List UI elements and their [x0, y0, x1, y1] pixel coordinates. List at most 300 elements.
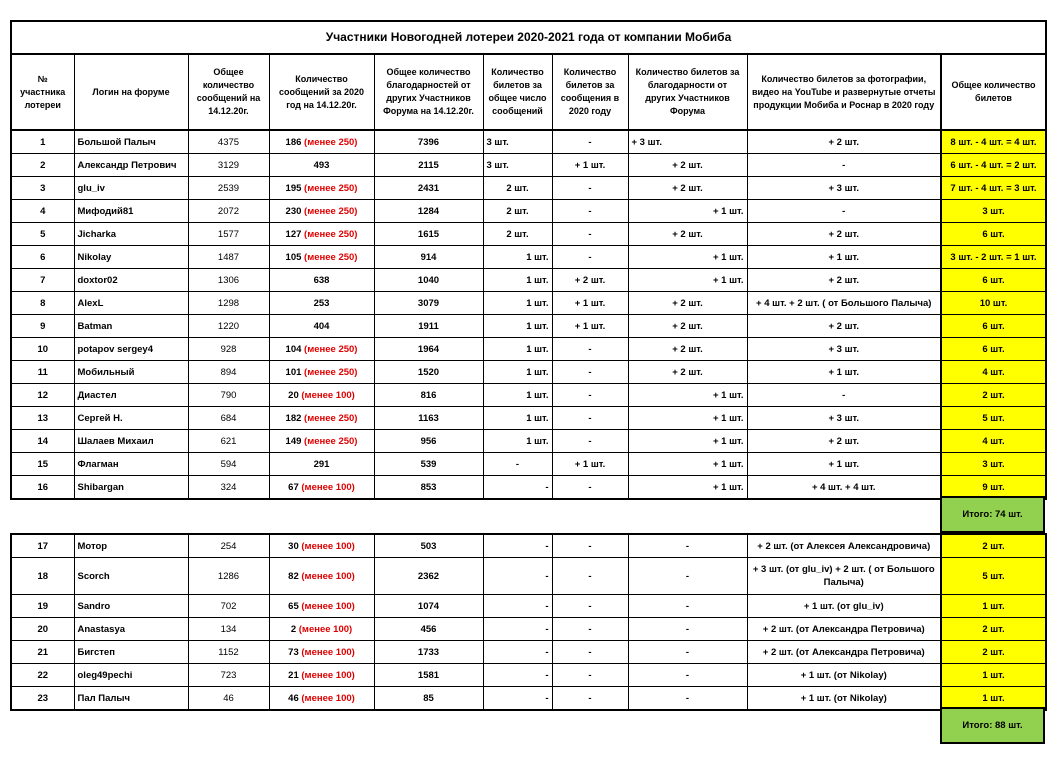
participant-number: 10 — [11, 338, 74, 361]
tickets-total-messages: - — [483, 476, 552, 500]
header-total-messages: Общее количество сообщений на 14.12.20г. — [188, 54, 269, 130]
tickets-total-messages: 1 шт. — [483, 315, 552, 338]
tickets-media: + 2 шт. — [747, 315, 941, 338]
tickets-2020: - — [552, 361, 628, 384]
tickets-media: + 3 шт. — [747, 177, 941, 200]
participant-login: Shibargan — [74, 476, 188, 500]
header-tickets-total-messages: Количество билетов за общее число сообщений — [483, 54, 552, 130]
table-row — [11, 269, 1046, 292]
tickets-sum: 6 шт. — [941, 269, 1046, 292]
tickets-2020: - — [552, 223, 628, 246]
participant-number: 20 — [11, 618, 74, 641]
total-messages: 894 — [188, 361, 269, 384]
participant-login: Sandro — [74, 595, 188, 618]
total-messages: 324 — [188, 476, 269, 500]
tickets-total-messages: 1 шт. — [483, 384, 552, 407]
subtotal-group2: Итого: 88 шт. — [940, 707, 1045, 744]
tickets-thanks: + 3 шт. — [628, 130, 747, 154]
warning-note: (менее 100) — [301, 692, 355, 704]
thanks-count: 1964 — [374, 338, 483, 361]
messages-2020 — [269, 292, 374, 315]
tickets-sum: 8 шт. - 4 шт. = 4 шт. — [941, 130, 1046, 154]
tickets-2020: - — [552, 595, 628, 618]
thanks-count: 914 — [374, 246, 483, 269]
total-messages: 1306 — [188, 269, 269, 292]
tickets-sum: 4 шт. — [941, 361, 1046, 384]
messages-2020-value: 2 — [290, 623, 297, 635]
tickets-sum: 2 шт. — [941, 618, 1046, 641]
header-login: Логин на форуме — [74, 54, 188, 130]
tickets-2020: - — [552, 177, 628, 200]
tickets-sum: 1 шт. — [941, 687, 1046, 711]
tickets-2020: + 2 шт. — [552, 269, 628, 292]
thanks-count: 1615 — [374, 223, 483, 246]
thanks-count: 2431 — [374, 177, 483, 200]
tickets-media: + 1 шт. (от glu_iv) — [747, 595, 941, 618]
participants-table-extra — [10, 533, 1047, 711]
total-messages: 928 — [188, 338, 269, 361]
participant-number: 22 — [11, 664, 74, 687]
table-row — [11, 200, 1046, 223]
messages-2020-value: 186 — [285, 136, 302, 148]
messages-2020-value: 67 — [288, 481, 299, 493]
thanks-count: 2115 — [374, 154, 483, 177]
messages-2020 — [269, 430, 374, 453]
tickets-total-messages: - — [483, 687, 552, 711]
total-messages: 2072 — [188, 200, 269, 223]
tickets-media: + 1 шт. — [747, 361, 941, 384]
tickets-total-messages: - — [483, 453, 552, 476]
messages-2020-value: 291 — [313, 458, 330, 470]
tickets-2020: + 1 шт. — [552, 315, 628, 338]
tickets-sum: 3 шт. — [941, 200, 1046, 223]
thanks-count: 7396 — [374, 130, 483, 154]
tickets-thanks: + 1 шт. — [628, 246, 747, 269]
tickets-media: + 2 шт. (от Александра Петровича) — [747, 641, 941, 664]
tickets-thanks: + 1 шт. — [628, 269, 747, 292]
messages-2020-value: 46 — [288, 692, 299, 704]
messages-2020 — [269, 664, 374, 687]
tickets-sum: 10 шт. — [941, 292, 1046, 315]
tickets-media: + 1 шт. — [747, 246, 941, 269]
tickets-total-messages: 3 шт. — [483, 130, 552, 154]
tickets-media: + 2 шт. — [747, 130, 941, 154]
table-row — [11, 361, 1046, 384]
tickets-total-messages: 1 шт. — [483, 407, 552, 430]
tickets-media: + 4 шт. + 4 шт. — [747, 476, 941, 500]
tickets-total-messages: - — [483, 558, 552, 595]
messages-2020-value: 230 — [285, 205, 302, 217]
messages-2020 — [269, 453, 374, 476]
warning-note: (менее 250) — [304, 228, 358, 240]
messages-2020-value: 182 — [285, 412, 302, 424]
messages-2020-value: 104 — [285, 343, 302, 355]
tickets-thanks: - — [628, 641, 747, 664]
tickets-2020: - — [552, 246, 628, 269]
header-tickets-sum: Общее количество билетов — [941, 54, 1046, 130]
messages-2020-value: 20 — [288, 389, 299, 401]
tickets-media: + 3 шт. — [747, 338, 941, 361]
messages-2020-value: 101 — [285, 366, 302, 378]
subtotal-group1: Итого: 74 шт. — [940, 496, 1045, 533]
tickets-2020: - — [552, 641, 628, 664]
messages-2020-value: 127 — [285, 228, 302, 240]
tickets-thanks: + 2 шт. — [628, 315, 747, 338]
participant-login: Большой Палыч — [74, 130, 188, 154]
tickets-sum: 5 шт. — [941, 407, 1046, 430]
warning-note: (менее 250) — [304, 182, 358, 194]
tickets-sum: 1 шт. — [941, 595, 1046, 618]
messages-2020 — [269, 558, 374, 595]
tickets-thanks: + 2 шт. — [628, 338, 747, 361]
messages-2020 — [269, 269, 374, 292]
messages-2020-value: 404 — [313, 320, 330, 332]
tickets-media: + 1 шт. (от Nikolay) — [747, 687, 941, 711]
thanks-count: 85 — [374, 687, 483, 711]
total-messages: 1286 — [188, 558, 269, 595]
tickets-thanks: + 2 шт. — [628, 223, 747, 246]
participant-login: Флагман — [74, 453, 188, 476]
total-messages: 254 — [188, 534, 269, 558]
tickets-thanks: + 1 шт. — [628, 384, 747, 407]
tickets-total-messages: - — [483, 618, 552, 641]
warning-note: (менее 100) — [301, 540, 355, 552]
tickets-total-messages: 2 шт. — [483, 177, 552, 200]
messages-2020-value: 638 — [313, 274, 330, 286]
tickets-sum: 9 шт. — [941, 476, 1046, 500]
tickets-thanks: - — [628, 687, 747, 711]
messages-2020 — [269, 223, 374, 246]
header-messages-2020: Количество сообщений за 2020 год на 14.12.20г. — [269, 54, 374, 130]
tickets-total-messages: - — [483, 641, 552, 664]
messages-2020-value: 82 — [288, 570, 299, 582]
participant-number: 17 — [11, 534, 74, 558]
header-thanks: Общее количество благодарностей от других Участников Форума на 14.12.20г. — [374, 54, 483, 130]
table-row — [11, 338, 1046, 361]
tickets-thanks: + 1 шт. — [628, 430, 747, 453]
warning-note: (менее 100) — [301, 389, 355, 401]
participant-number: 15 — [11, 453, 74, 476]
participant-login: Пал Палыч — [74, 687, 188, 711]
messages-2020 — [269, 361, 374, 384]
tickets-sum: 2 шт. — [941, 641, 1046, 664]
participant-number: 12 — [11, 384, 74, 407]
participant-login: AlexL — [74, 292, 188, 315]
tickets-2020: - — [552, 407, 628, 430]
thanks-count: 1911 — [374, 315, 483, 338]
thanks-count: 503 — [374, 534, 483, 558]
tickets-thanks: + 1 шт. — [628, 200, 747, 223]
messages-2020-value: 21 — [288, 669, 299, 681]
tickets-thanks: + 2 шт. — [628, 154, 747, 177]
warning-note: (менее 100) — [301, 481, 355, 493]
participant-number: 2 — [11, 154, 74, 177]
participant-login: Мотор — [74, 534, 188, 558]
tickets-sum: 3 шт. - 2 шт. = 1 шт. — [941, 246, 1046, 269]
thanks-count: 1581 — [374, 664, 483, 687]
warning-note: (менее 100) — [301, 646, 355, 658]
tickets-thanks: + 1 шт. — [628, 476, 747, 500]
tickets-sum: 6 шт. - 4 шт. = 2 шт. — [941, 154, 1046, 177]
participant-login: potapov sergey4 — [74, 338, 188, 361]
messages-2020 — [269, 177, 374, 200]
messages-2020-value: 493 — [313, 159, 330, 171]
thanks-count: 816 — [374, 384, 483, 407]
tickets-total-messages: 2 шт. — [483, 200, 552, 223]
tickets-total-messages: 1 шт. — [483, 246, 552, 269]
total-messages: 594 — [188, 453, 269, 476]
table-row — [11, 476, 1046, 500]
tickets-media: + 2 шт. (от Александра Петровича) — [747, 618, 941, 641]
tickets-total-messages: 1 шт. — [483, 269, 552, 292]
tickets-sum: 6 шт. — [941, 315, 1046, 338]
tickets-2020: - — [552, 430, 628, 453]
messages-2020 — [269, 534, 374, 558]
thanks-count: 2362 — [374, 558, 483, 595]
messages-2020 — [269, 687, 374, 711]
messages-2020 — [269, 595, 374, 618]
warning-note: (менее 100) — [301, 600, 355, 612]
tickets-2020: + 1 шт. — [552, 154, 628, 177]
total-messages: 4375 — [188, 130, 269, 154]
messages-2020 — [269, 315, 374, 338]
table-row — [11, 595, 1046, 618]
tickets-2020: - — [552, 384, 628, 407]
tickets-thanks: - — [628, 558, 747, 595]
warning-note: (менее 100) — [298, 623, 353, 635]
messages-2020-value: 30 — [288, 540, 299, 552]
total-messages: 134 — [188, 618, 269, 641]
participant-login: Nikolay — [74, 246, 188, 269]
participant-login: Шалаев Михаил — [74, 430, 188, 453]
warning-note: (менее 250) — [304, 343, 358, 355]
table-row — [11, 618, 1046, 641]
tickets-total-messages: 3 шт. — [483, 154, 552, 177]
header-row — [11, 54, 1046, 130]
participant-number: 21 — [11, 641, 74, 664]
participant-login: Anastasya — [74, 618, 188, 641]
thanks-count: 456 — [374, 618, 483, 641]
total-messages: 702 — [188, 595, 269, 618]
participant-login: Scorch — [74, 558, 188, 595]
thanks-count: 539 — [374, 453, 483, 476]
table-row — [11, 384, 1046, 407]
tickets-media: + 4 шт. + 2 шт. ( от Большого Палыча) — [747, 292, 941, 315]
participant-number: 14 — [11, 430, 74, 453]
table-row — [11, 430, 1046, 453]
participant-number: 23 — [11, 687, 74, 711]
tickets-2020: + 1 шт. — [552, 453, 628, 476]
tickets-media: - — [747, 154, 941, 177]
tickets-thanks: + 2 шт. — [628, 292, 747, 315]
participant-number: 13 — [11, 407, 74, 430]
table-row — [11, 292, 1046, 315]
tickets-thanks: + 1 шт. — [628, 453, 747, 476]
warning-note: (менее 100) — [301, 669, 355, 681]
messages-2020 — [269, 200, 374, 223]
total-messages: 1487 — [188, 246, 269, 269]
total-messages: 3129 — [188, 154, 269, 177]
total-messages: 684 — [188, 407, 269, 430]
tickets-total-messages: - — [483, 534, 552, 558]
table-row — [11, 154, 1046, 177]
participants-table-main — [10, 20, 1047, 500]
tickets-media: + 3 шт. — [747, 407, 941, 430]
tickets-2020: - — [552, 338, 628, 361]
tickets-total-messages: 1 шт. — [483, 361, 552, 384]
warning-note: (менее 250) — [304, 412, 358, 424]
thanks-count: 853 — [374, 476, 483, 500]
tickets-total-messages: - — [483, 664, 552, 687]
table-row — [11, 407, 1046, 430]
messages-2020-value: 65 — [288, 600, 299, 612]
header-tickets-thanks: Количество билетов за благодарности от других Участников Форума — [628, 54, 747, 130]
thanks-count: 1733 — [374, 641, 483, 664]
participant-number: 18 — [11, 558, 74, 595]
table-row — [11, 664, 1046, 687]
messages-2020 — [269, 641, 374, 664]
participant-number: 1 — [11, 130, 74, 154]
thanks-count: 1284 — [374, 200, 483, 223]
participant-login: Александр Петрович — [74, 154, 188, 177]
total-messages: 1577 — [188, 223, 269, 246]
messages-2020-value: 105 — [285, 251, 302, 263]
messages-2020 — [269, 384, 374, 407]
warning-note: (менее 250) — [304, 251, 358, 263]
messages-2020 — [269, 130, 374, 154]
total-messages: 790 — [188, 384, 269, 407]
table-row — [11, 534, 1046, 558]
messages-2020 — [269, 338, 374, 361]
participant-number: 8 — [11, 292, 74, 315]
thanks-count: 1074 — [374, 595, 483, 618]
participant-login: Мифодий81 — [74, 200, 188, 223]
tickets-sum: 6 шт. — [941, 223, 1046, 246]
tickets-2020: - — [552, 534, 628, 558]
participant-login: Jicharka — [74, 223, 188, 246]
tickets-thanks: - — [628, 664, 747, 687]
participant-login: Batman — [74, 315, 188, 338]
tickets-media: + 2 шт. (от Алексея Александровича) — [747, 534, 941, 558]
total-messages: 723 — [188, 664, 269, 687]
total-messages: 1152 — [188, 641, 269, 664]
tickets-media: + 1 шт. (от Nikolay) — [747, 664, 941, 687]
tickets-2020: - — [552, 664, 628, 687]
tickets-thanks: + 2 шт. — [628, 361, 747, 384]
participant-number: 11 — [11, 361, 74, 384]
tickets-total-messages: 1 шт. — [483, 338, 552, 361]
tickets-media: + 2 шт. — [747, 223, 941, 246]
thanks-count: 1520 — [374, 361, 483, 384]
messages-2020 — [269, 476, 374, 500]
tickets-2020: + 1 шт. — [552, 292, 628, 315]
participant-number: 9 — [11, 315, 74, 338]
tickets-thanks: + 1 шт. — [628, 407, 747, 430]
table-row — [11, 246, 1046, 269]
thanks-count: 3079 — [374, 292, 483, 315]
messages-2020 — [269, 407, 374, 430]
tickets-sum: 2 шт. — [941, 384, 1046, 407]
header-tickets-2020: Количество билетов за сообщения в 2020 году — [552, 54, 628, 130]
table-row — [11, 315, 1046, 338]
table-row — [11, 687, 1046, 711]
tickets-media: + 1 шт. — [747, 453, 941, 476]
total-messages: 621 — [188, 430, 269, 453]
total-messages: 1220 — [188, 315, 269, 338]
messages-2020 — [269, 618, 374, 641]
tickets-total-messages: - — [483, 595, 552, 618]
tickets-sum: 2 шт. — [941, 534, 1046, 558]
tickets-sum: 4 шт. — [941, 430, 1046, 453]
header-number: № участника лотереи — [11, 54, 74, 130]
warning-note: (менее 250) — [304, 435, 358, 447]
thanks-count: 1163 — [374, 407, 483, 430]
tickets-total-messages: 2 шт. — [483, 223, 552, 246]
table-row — [11, 558, 1046, 595]
messages-2020 — [269, 154, 374, 177]
tickets-2020: - — [552, 476, 628, 500]
messages-2020-value: 73 — [288, 646, 299, 658]
messages-2020-value: 195 — [285, 182, 302, 194]
table-row — [11, 130, 1046, 154]
tickets-2020: - — [552, 558, 628, 595]
participant-number: 7 — [11, 269, 74, 292]
header-tickets-media: Количество билетов за фотографии, видео на YouTube и развернутые отчеты продукции Мобиба и Роснар в 2020 году — [747, 54, 941, 130]
tickets-media: - — [747, 384, 941, 407]
tickets-sum: 1 шт. — [941, 664, 1046, 687]
participant-number: 4 — [11, 200, 74, 223]
tickets-2020: - — [552, 130, 628, 154]
participant-login: glu_iv — [74, 177, 188, 200]
tickets-sum: 5 шт. — [941, 558, 1046, 595]
table-row — [11, 177, 1046, 200]
tickets-media: + 2 шт. — [747, 430, 941, 453]
participant-login: oleg49pechi — [74, 664, 188, 687]
table-row — [11, 223, 1046, 246]
messages-2020-value: 253 — [313, 297, 330, 309]
participant-login: Бигстеп — [74, 641, 188, 664]
total-messages: 46 — [188, 687, 269, 711]
tickets-sum: 3 шт. — [941, 453, 1046, 476]
warning-note: (менее 250) — [304, 136, 358, 148]
tickets-2020: - — [552, 687, 628, 711]
tickets-2020: - — [552, 200, 628, 223]
participant-number: 16 — [11, 476, 74, 500]
participant-number: 5 — [11, 223, 74, 246]
participant-login: Мобильный — [74, 361, 188, 384]
messages-2020-value: 149 — [285, 435, 302, 447]
table-row — [11, 641, 1046, 664]
thanks-count: 956 — [374, 430, 483, 453]
warning-note: (менее 100) — [301, 570, 355, 582]
tickets-total-messages: 1 шт. — [483, 292, 552, 315]
warning-note: (менее 250) — [304, 366, 358, 378]
participant-login: doxtor02 — [74, 269, 188, 292]
participant-login: Диастел — [74, 384, 188, 407]
tickets-media: - — [747, 200, 941, 223]
tickets-sum: 7 шт. - 4 шт. = 3 шт. — [941, 177, 1046, 200]
tickets-sum: 6 шт. — [941, 338, 1046, 361]
tickets-2020: - — [552, 618, 628, 641]
participant-number: 19 — [11, 595, 74, 618]
participant-number: 6 — [11, 246, 74, 269]
tickets-thanks: - — [628, 618, 747, 641]
tickets-thanks: - — [628, 595, 747, 618]
tickets-thanks: - — [628, 534, 747, 558]
warning-note: (менее 250) — [304, 205, 358, 217]
tickets-thanks: + 2 шт. — [628, 177, 747, 200]
thanks-count: 1040 — [374, 269, 483, 292]
